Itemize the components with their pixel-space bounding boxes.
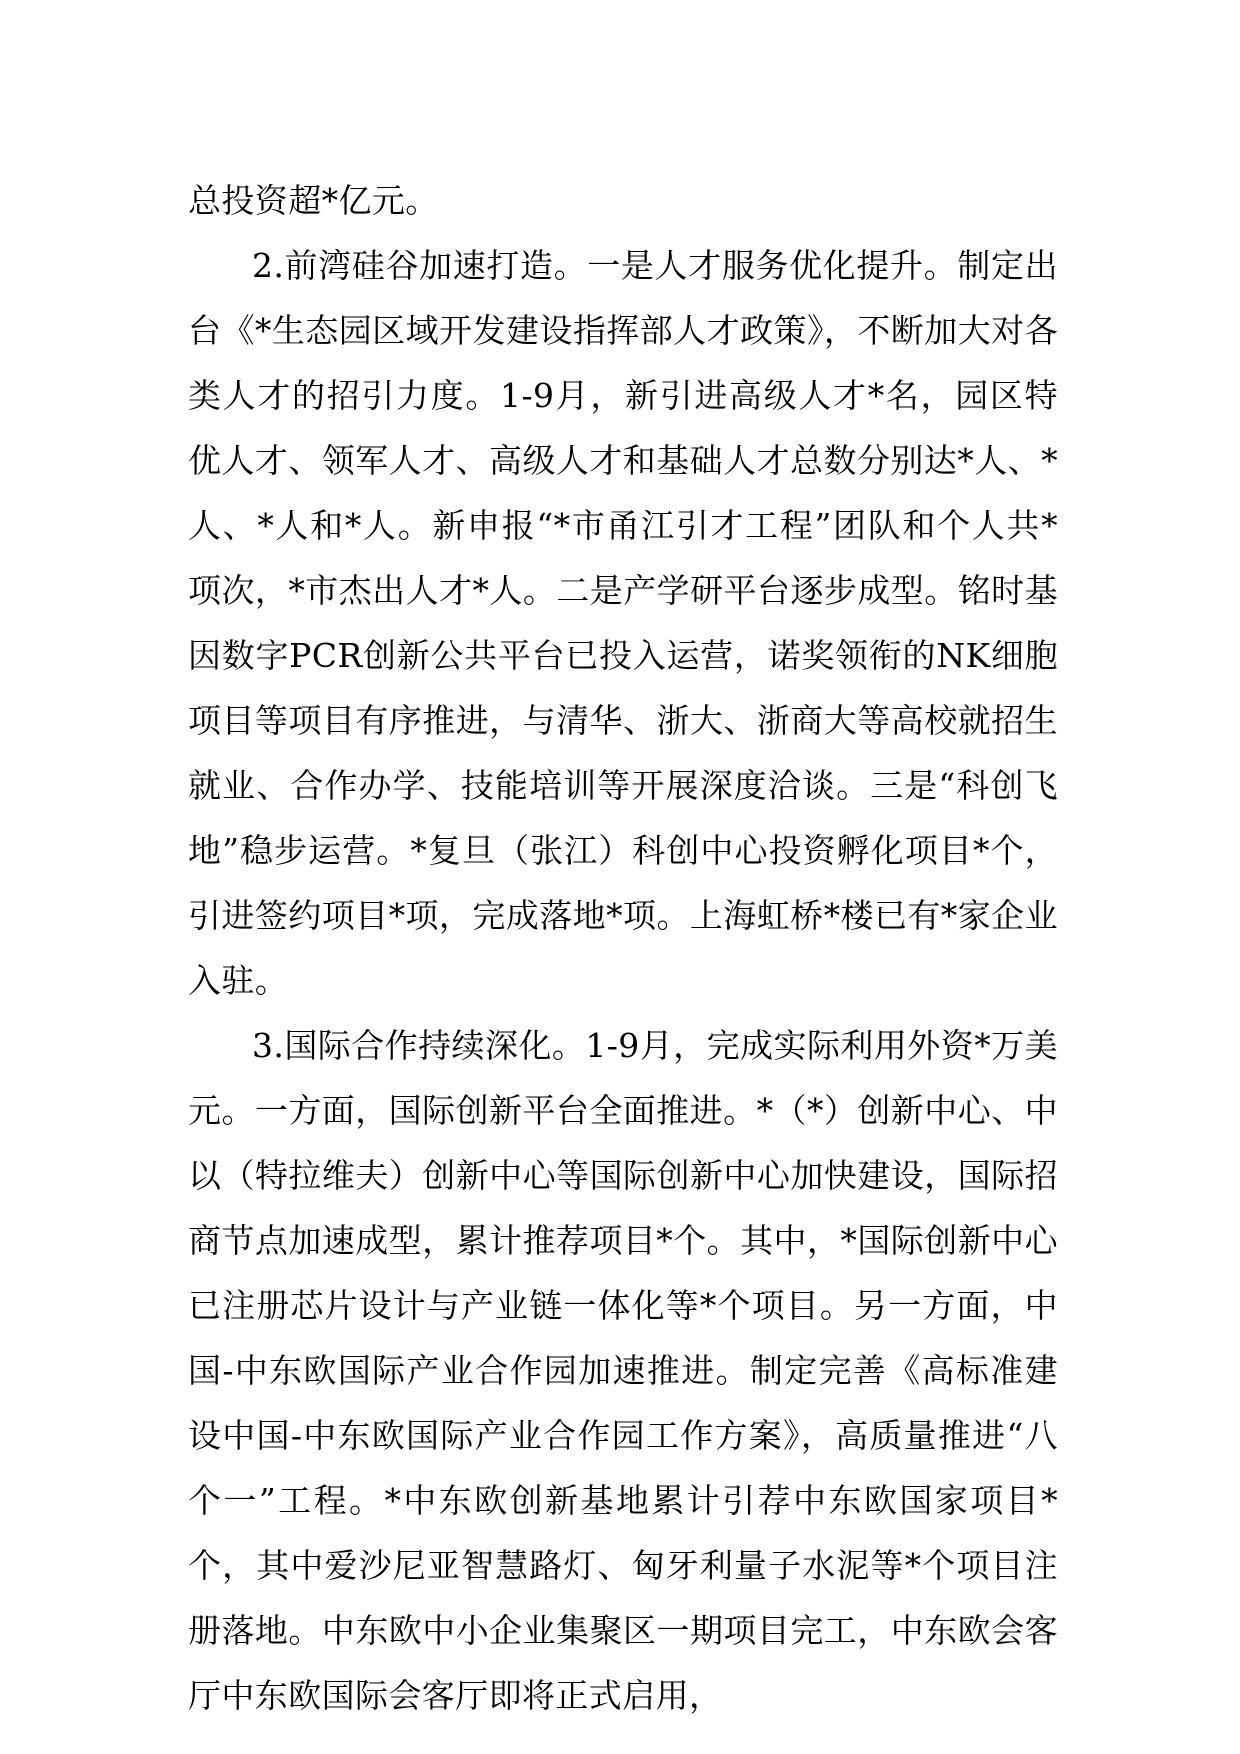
paragraph-continuation: 总投资超*亿元。	[188, 181, 439, 220]
paragraph-international-cooperation: 3.国际合作持续深化。1-9月，完成实际利用外资*万美元。一方面，国际创新平台全面推进。*（*）创新中心、中以（特拉维夫）创新中心等国际创新中心加快建设，国际招商节点加速成型，累计推荐项目*个。其中，*国际创新中心已注册芯片设计与产业链一体化等*个项目。另一方面，中国-中东欧国际产业合作园加速推进。制定完善《高标准建设中国-中东欧国际产业合作园工作方案》，高质量推进“八个一”工程。*中东欧创新基地累计引荐中东欧国家项目*个，其中爱沙尼亚智慧路灯、匈牙利量子水泥等*个项目注册落地。中东欧中小企业集聚区一期项目完工，中东欧会客厅中东欧国际会客厅即将正式启用，	[188, 1026, 1058, 1715]
body-text	[188, 168, 1058, 1728]
paragraph-talent-valley: 2.前湾硅谷加速打造。一是人才服务优化提升。制定出台《*生态园区域开发建设指挥部人才政策》，不断加大对各类人才的招引力度。1-9月，新引进高级人才*名，园区特优人才、领军人才、高级人才和基础人才总数分别达*人、*人、*人和*人。新申报“*市甬江引才工程”团队和个人共*项次，*市杰出人才*人。二是产学研平台逐步成型。铭时基因数字PCR创新公共平台已投入运营，诺奖领衔的NK细胞项目等项目有序推进，与清华、浙大、浙商大等高校就招生就业、合作办学、技能培训等开展深度洽谈。三是“科创飞地”稳步运营。*复旦（张江）科创中心投资孵化项目*个，引进签约项目*项，完成落地*项。上海虹桥*楼已有*家企业入驻。	[188, 246, 1058, 1000]
